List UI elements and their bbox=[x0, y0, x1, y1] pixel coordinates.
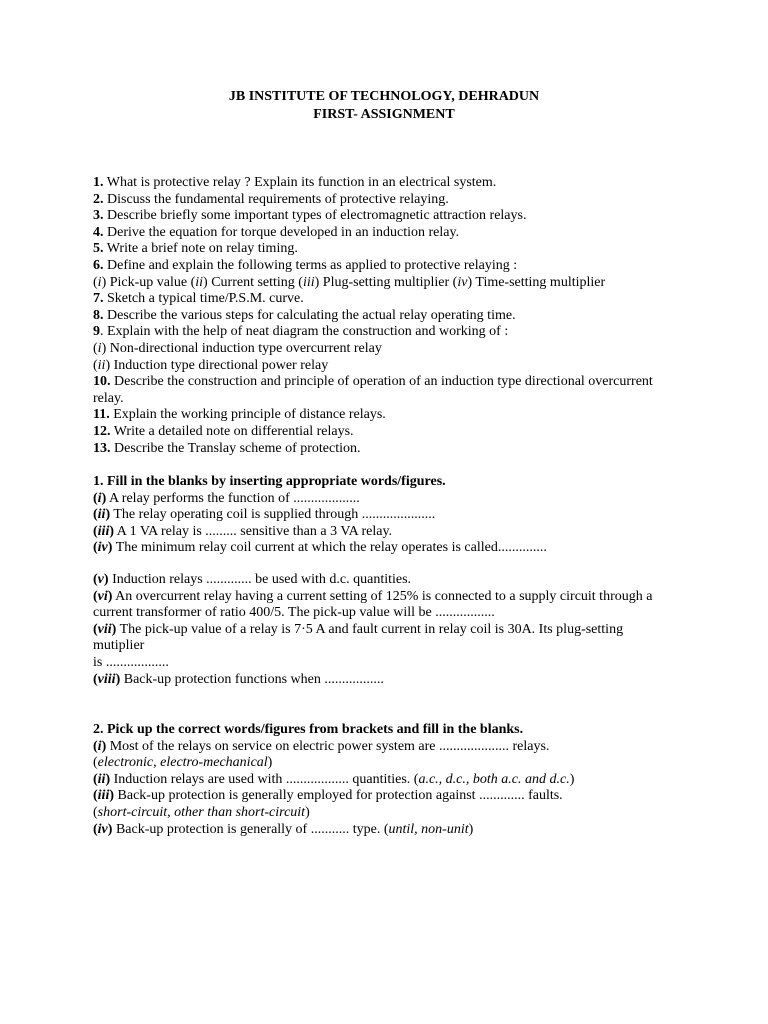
question-item bbox=[93, 291, 668, 308]
assignment-title: FIRST- ASSIGNMENT bbox=[313, 107, 455, 122]
fill-blanks-section bbox=[93, 474, 668, 688]
section-title: 1. Fill in the blanks by inserting appropriate words/figures. bbox=[93, 474, 446, 489]
question-number: 7. bbox=[93, 291, 104, 307]
blank-item-continuation: current transformer of ratio 400/5. The pick-up value will be ................. bbox=[93, 605, 495, 621]
blank-item: (ii) Induction relays are used with .................. quantities. (a.c., d.c., both a.c. and d.c.) bbox=[93, 771, 575, 787]
question-text: Describe the various steps for calculating the actual relay operating time. bbox=[103, 307, 516, 323]
spacer bbox=[93, 557, 668, 572]
question-item bbox=[93, 324, 668, 341]
question-text: Discuss the fundamental requirements of protective relaying. bbox=[103, 191, 449, 207]
question-text: Explain the working principle of distance relays. bbox=[109, 407, 386, 423]
question-text: . Explain with the help of neat diagram the construction and working of : bbox=[100, 324, 509, 340]
question-number: 12. bbox=[93, 423, 111, 439]
question-item bbox=[93, 407, 668, 424]
question-number: 2. bbox=[93, 191, 104, 207]
q9-item: (i) Non-directional induction type overcurrent relay bbox=[93, 340, 382, 356]
question-number: 11. bbox=[93, 407, 110, 423]
section-title: 2. Pick up the correct words/figures from brackets and fill in the blanks. bbox=[93, 722, 524, 737]
question-number: 6. bbox=[93, 257, 104, 273]
blank-item: (iii) A 1 VA relay is ......... sensitive than a 3 VA relay. bbox=[93, 523, 393, 539]
blank-item: (v) Induction relays ............. be used with d.c. quantities. bbox=[93, 571, 412, 587]
pick-words-section bbox=[93, 722, 668, 838]
question-number: 10. bbox=[93, 374, 111, 390]
blank-item-continuation: is .................. bbox=[93, 654, 169, 670]
question-item bbox=[93, 308, 668, 325]
question-text: Describe briefly some important types of electromagnetic attraction relays. bbox=[103, 208, 527, 224]
question-text: Derive the equation for torque developed in an induction relay. bbox=[103, 224, 460, 240]
question-item bbox=[93, 208, 668, 225]
question-number: 8. bbox=[93, 307, 104, 323]
institute-title: JB INSTITUTE OF TECHNOLOGY, DEHRADUN bbox=[228, 89, 540, 104]
question-number: 13. bbox=[93, 440, 111, 456]
question-item bbox=[93, 241, 668, 258]
question-item bbox=[93, 258, 668, 275]
question-list bbox=[93, 175, 668, 457]
q6-terms: (i) Pick-up value (ii) Current setting (iii) Plug-setting multiplier (iv) Time-setting multiplier bbox=[93, 274, 606, 290]
options-line: (short-circuit, other than short-circuit) bbox=[93, 804, 310, 820]
question-text: Sketch a typical time/P.S.M. curve. bbox=[103, 291, 304, 307]
question-number: 4. bbox=[93, 224, 104, 240]
question-item bbox=[93, 424, 668, 441]
question-text: Write a detailed note on differential relays. bbox=[110, 423, 354, 439]
blank-item: (vii) The pick-up value of a relay is 7·5 A and fault current in relay coil is 30A. Its plug-setting mutiplier bbox=[93, 621, 624, 654]
blank-item: (i) Most of the relays on service on electric power system are .................... relays. bbox=[93, 738, 550, 754]
question-number: 5. bbox=[93, 241, 104, 257]
question-text: Describe the Translay scheme of protection. bbox=[110, 440, 361, 456]
question-item bbox=[93, 192, 668, 209]
question-text: Define and explain the following terms as applied to protective relaying : bbox=[103, 257, 518, 273]
question-text: What is protective relay ? Explain its function in an electrical system. bbox=[103, 175, 497, 190]
question-number: 9 bbox=[93, 324, 100, 340]
question-text: Describe the construction and principle of operation of an induction type directional overcurrent relay. bbox=[93, 374, 653, 406]
question-number: 1. bbox=[93, 175, 104, 190]
options-line: (electronic, electro-mechanical) bbox=[93, 755, 273, 771]
blank-item: (ii) The relay operating coil is supplied through ..................... bbox=[93, 507, 436, 523]
blank-item: (iii) Back-up protection is generally employed for protection against ............. faults. bbox=[93, 788, 563, 804]
blank-item: (iv) Back-up protection is generally of ........... type. (until, non-unit) bbox=[93, 821, 474, 837]
question-item bbox=[93, 225, 668, 242]
question-number: 3. bbox=[93, 208, 104, 224]
blank-item: (viii) Back-up protection functions when ................. bbox=[93, 671, 384, 687]
blank-item: (vi) An overcurrent relay having a current setting of 125% is connected to a supply circuit through a bbox=[93, 588, 653, 604]
blank-item: (iv) The minimum relay coil current at which the relay operates is called.............. bbox=[93, 540, 547, 556]
question-item bbox=[93, 374, 668, 407]
question-item bbox=[93, 175, 668, 192]
blank-item: (i) A relay performs the function of ................... bbox=[93, 490, 360, 506]
q9-item: (ii) Induction type directional power relay bbox=[93, 357, 329, 373]
question-item bbox=[93, 441, 668, 458]
question-text: Write a brief note on relay timing. bbox=[103, 241, 298, 257]
